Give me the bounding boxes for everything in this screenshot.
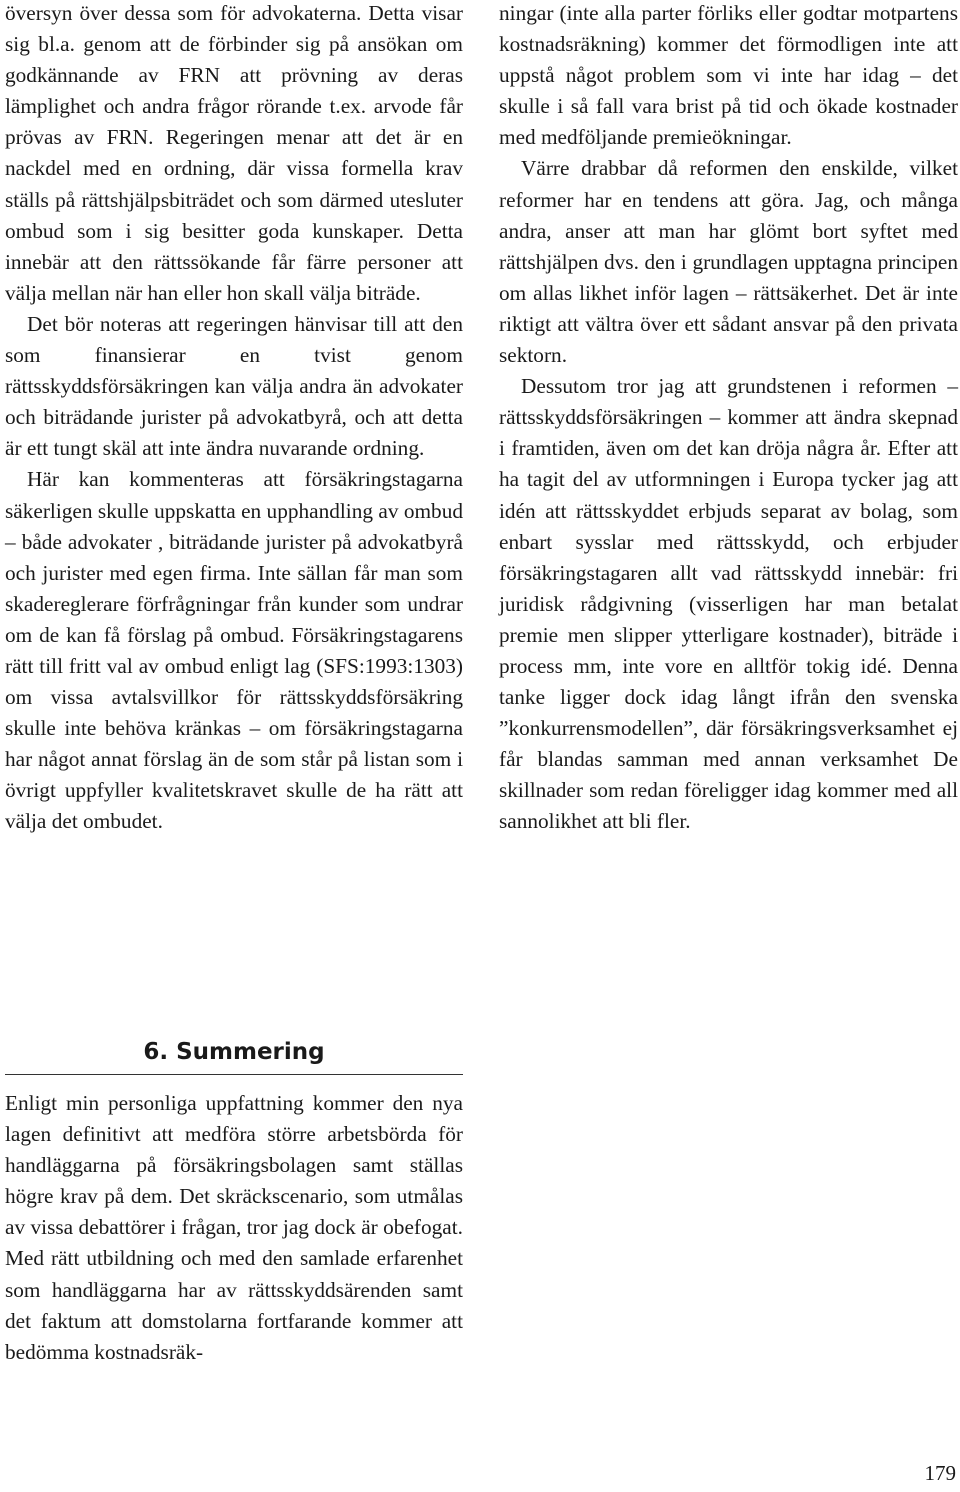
section-heading: 6. Summering: [5, 1036, 463, 1075]
summary-section: [5, 1088, 463, 1368]
page-number: 179: [924, 1461, 956, 1485]
paragraph: Värre drabbar då reformen den enskilde, vilket reformer har en tendens att göra. Jag, och många andra, anser att man har glömt bort syftet med rättshjälpen dvs. den i grundlagen upptagna principen om allas likhet inför lagen – rättsäkerhet. Det är inte riktigt att vältra över ett sådant ansvar på den privata sektorn.: [499, 156, 958, 368]
paragraph: Dessutom tror jag att grundstenen i reformen – rättsskyddsförsäkringen – kommer att ändra skepnad i framtiden, även om det kan dröja några år. Efter att ha tagit del av utformningen i Europa tycker jag att idén att rättsskyddet erbjuds separat av bolag, som enbart sysslar med rättsskydd, och erbjuder försäkringstagaren allt vad rättsskydd innebär: fri juridisk rådgivning (visserligen har man betalat premie men slipper ytterligare kostnader), biträde i process mm, inte vore en alltför tokig idé. Denna tanke ligger dock idag långt ifrån den svenska ”konkurrensmodellen”, där försäkringsverksamhet ej får blandas samman med annan verksamhet De skillnader som redan föreligger idag kommer med all sannolikhet att bli fler.: [499, 374, 958, 834]
paragraph: Det bör noteras att regeringen hänvisar till att den som finansierar en tvist genom rättsskyddsförsäkringen kan välja andra än advokater och biträdande jurister på advokatbyrå, och att detta är ett tungt skäl att inte ändra nuvarande ordning.: [5, 311, 463, 461]
paragraph: Enligt min personliga uppfattning kommer den nya lagen definitivt att medföra större arbetsbörda för handläggarna på försäkringsbolagen samt ställas högre krav på dem. Det skräckscenario, som utmålas av vissa debattörer i frågan, tror jag dock är obefogat. Med rätt utbildning och med den samlade erfarenhet som handläggarna har av rättsskyddsärenden samt det faktum att domstolarna fortfarande kommer att bedömma kostnadsräk-: [5, 1091, 463, 1364]
paragraph: ningar (inte alla parter förliks eller godtar motpartens kostnadsräkning) kommer det förmodligen inte att uppstå något problem som vi inte har idag – det skulle i så fall vara brist på tid och ökade kostnader med medföljande premieökningar.: [499, 1, 958, 150]
paragraph: Här kan kommenteras att försäkringstagarna säkerligen skulle uppskatta en upphandling av ombud – både advokater , biträdande jurister på advokatbyrå och jurister med egen firma. Inte sällan får man som skadereglerare förfrågningar från kunder som undrar om de kan få förslag på ombud. Försäkringstagarens rätt till fritt val av ombud enligt lag (SFS:1993:1303) om vissa avtalsvillkor för rättsskyddsförsäkring skulle inte behöva kränkas – om försäkringstagarna har något annat förslag än de som står på listan som i övrigt uppfyller kvalitetskravet skulle de ha rätt att välja det ombudet.: [5, 467, 463, 834]
paragraph: översyn över dessa som för advokaterna. Detta visar sig bl.a. genom att de förbinder sig på ansökan om godkännande av FRN att prövning av deras lämplighet och andra frågor rörande t.ex. arvode får prövas av FRN. Regeringen menar att det är en nackdel med en ordning, där vissa formella krav ställs på rättshjälpsbiträdet och som därmed utesluter ombud som i sig besitter goda kunskaper. Detta innebär att den rättssökande får färre personer att välja mellan när han eller hon skall välja biträde.: [5, 1, 463, 305]
left-column: [5, 0, 463, 838]
right-column: [499, 0, 958, 838]
